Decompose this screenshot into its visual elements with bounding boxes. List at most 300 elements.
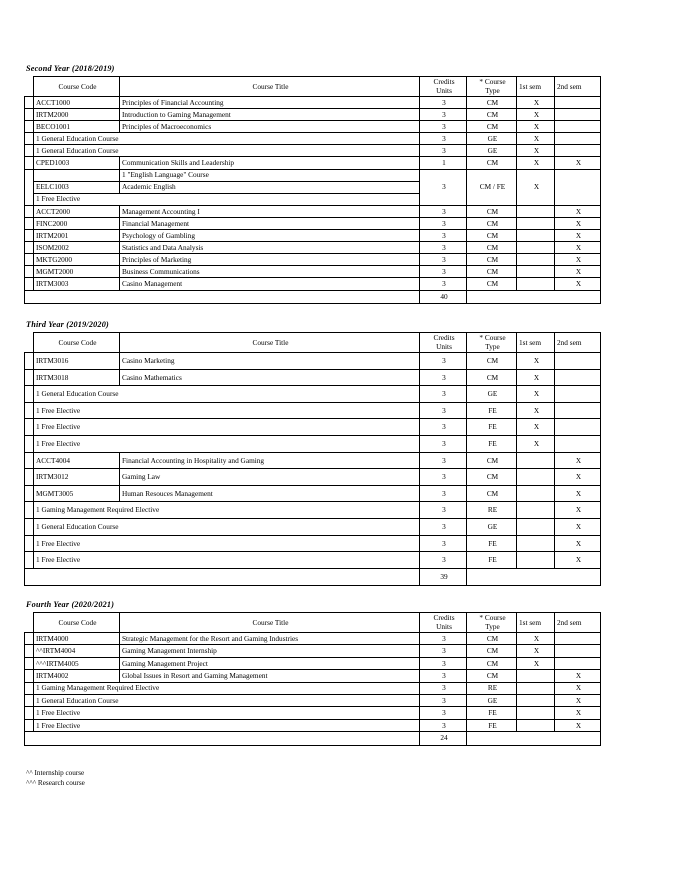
table-row xyxy=(25,97,601,109)
total-spacer xyxy=(25,290,420,303)
course-title-cell: Principles of Macroeconomics xyxy=(120,121,420,133)
row-marker-cell xyxy=(25,670,34,682)
first-semester-cell: X xyxy=(517,133,555,145)
row-marker-cell xyxy=(25,657,34,669)
row-marker-cell xyxy=(25,121,34,133)
second-semester-cell: X xyxy=(555,682,601,694)
course-type-cell: GE xyxy=(467,694,517,706)
course-title-cell: Casino Marketing xyxy=(120,353,420,370)
table-header-row xyxy=(25,333,601,353)
second-semester-cell: X xyxy=(555,469,601,486)
row-marker-cell xyxy=(25,230,34,242)
course-type-cell: RE xyxy=(467,502,517,519)
second-semester-cell xyxy=(555,657,601,669)
course-type-cell: CM xyxy=(467,645,517,657)
second-semester-cell xyxy=(555,109,601,121)
course-code-cell: ACCT1000 xyxy=(34,97,120,109)
table-row xyxy=(25,552,601,569)
second-semester-cell xyxy=(555,145,601,157)
second-semester-cell xyxy=(555,645,601,657)
course-title-cell: 1 Gaming Management Required Elective xyxy=(34,502,420,519)
table-row xyxy=(25,205,601,217)
second-semester-cell: X xyxy=(555,707,601,719)
year-section xyxy=(24,320,596,586)
course-type-cell: CM xyxy=(467,266,517,278)
second-semester-cell xyxy=(555,97,601,109)
row-marker-cell xyxy=(25,97,34,109)
credits-units-cell: 3 xyxy=(420,242,467,254)
table-row xyxy=(25,518,601,535)
credits-units-cell: 3 xyxy=(420,502,467,519)
first-semester-cell xyxy=(517,205,555,217)
total-spacer xyxy=(25,568,420,586)
course-table xyxy=(24,76,601,304)
first-semester-cell: X xyxy=(517,402,555,419)
course-title-cell: 1 General Education Course xyxy=(34,518,420,535)
total-spacer-right xyxy=(467,732,601,745)
second-semester-cell: X xyxy=(555,518,601,535)
credits-units-cell: 3 xyxy=(420,97,467,109)
second-semester-cell: X xyxy=(555,230,601,242)
row-marker-cell xyxy=(25,205,34,217)
first-semester-cell: X xyxy=(517,645,555,657)
course-code-cell: CPED1003 xyxy=(34,157,120,169)
header-type-line2: Type xyxy=(485,85,500,95)
course-code-cell: BECO1001 xyxy=(34,121,120,133)
course-code-cell: IRTM3012 xyxy=(34,469,120,486)
table-header-row xyxy=(25,613,601,633)
credits-units-cell: 3 xyxy=(420,266,467,278)
credits-units-cell: 3 xyxy=(420,469,467,486)
header-type-line1: * Course xyxy=(479,76,506,86)
row-marker-cell xyxy=(25,535,34,552)
header-course-title xyxy=(120,77,420,97)
row-marker-cell xyxy=(25,435,34,452)
footnote: ^^^ Research course xyxy=(26,779,85,788)
first-semester-cell xyxy=(517,719,555,731)
course-type-cell: FE xyxy=(467,707,517,719)
table-row xyxy=(25,278,601,290)
row-marker-cell xyxy=(25,157,34,169)
first-semester-cell xyxy=(517,452,555,469)
total-row xyxy=(25,568,601,586)
course-code-cell: FINC2000 xyxy=(34,217,120,229)
first-semester-cell: X xyxy=(517,633,555,645)
credits-units-cell: 3 xyxy=(420,682,467,694)
second-semester-cell: X xyxy=(555,266,601,278)
header-credits-units xyxy=(420,77,467,97)
table-row xyxy=(25,657,601,669)
header-sem1-label: 1st sem xyxy=(519,337,542,347)
header-first-semester xyxy=(517,77,555,97)
table-row xyxy=(25,217,601,229)
second-semester-cell: X xyxy=(555,205,601,217)
course-title-cell: 1 General Education Course xyxy=(34,145,420,157)
credits-units-cell: 3 xyxy=(420,369,467,386)
course-title-cell: Academic English xyxy=(120,181,420,193)
course-type-cell: CM xyxy=(467,369,517,386)
header-course-title xyxy=(120,333,420,353)
header-credits-units xyxy=(420,333,467,353)
credits-units-cell: 3 xyxy=(420,133,467,145)
course-title-cell: 1 Free Elective xyxy=(34,719,420,731)
second-semester-cell: X xyxy=(555,535,601,552)
course-code-cell: ISOM2002 xyxy=(34,242,120,254)
header-type-line2: Type xyxy=(485,621,500,631)
first-semester-cell xyxy=(517,502,555,519)
table-row xyxy=(25,469,601,486)
table-row xyxy=(25,369,601,386)
header-marker-cell xyxy=(25,613,34,633)
table-row xyxy=(25,694,601,706)
course-title-cell: 1 General Education Course xyxy=(34,386,420,403)
first-semester-cell: X xyxy=(517,369,555,386)
course-type-cell: FE xyxy=(467,552,517,569)
row-marker-cell xyxy=(25,242,34,254)
row-marker-cell xyxy=(25,518,34,535)
course-code-cell: IRTM3018 xyxy=(34,369,120,386)
row-marker-cell xyxy=(25,485,34,502)
first-semester-cell xyxy=(517,485,555,502)
credits-units-cell: 3 xyxy=(420,694,467,706)
course-code-cell: IRTM3016 xyxy=(34,353,120,370)
credits-units-cell: 3 xyxy=(420,254,467,266)
table-row xyxy=(25,485,601,502)
credits-units-cell: 3 xyxy=(420,670,467,682)
row-marker-cell xyxy=(25,145,34,157)
table-row xyxy=(25,419,601,436)
header-course-code-label: Course Code xyxy=(58,337,97,347)
course-title-cell: Human Resouces Management xyxy=(120,485,420,502)
credits-units-cell: 3 xyxy=(420,707,467,719)
header-type-line2: Type xyxy=(485,341,500,351)
first-semester-cell xyxy=(517,535,555,552)
course-type-cell: FE xyxy=(467,719,517,731)
course-type-cell: GE xyxy=(467,386,517,403)
credits-units-cell: 3 xyxy=(420,485,467,502)
header-second-semester xyxy=(555,333,601,353)
course-title-cell: Principles of Marketing xyxy=(120,254,420,266)
credits-units-cell: 3 xyxy=(420,278,467,290)
course-type-cell: FE xyxy=(467,435,517,452)
second-semester-cell: X xyxy=(555,278,601,290)
header-first-semester xyxy=(517,333,555,353)
course-title-cell: 1 General Education Course xyxy=(34,133,420,145)
second-semester-cell: X xyxy=(555,502,601,519)
row-marker-cell xyxy=(25,133,34,145)
course-title-cell: 1 Free Elective xyxy=(34,435,420,452)
course-table xyxy=(24,612,601,746)
credits-units-cell: 3 xyxy=(420,205,467,217)
second-semester-cell xyxy=(555,435,601,452)
first-semester-cell: X xyxy=(517,145,555,157)
total-spacer-right xyxy=(467,568,601,586)
header-course-code xyxy=(34,613,120,633)
course-code-cell xyxy=(34,169,120,181)
row-marker-cell xyxy=(25,419,34,436)
course-code-cell: ^^^IRTM4005 xyxy=(34,657,120,669)
course-code-cell: MKTG2000 xyxy=(34,254,120,266)
header-marker-cell xyxy=(25,333,34,353)
row-marker-cell xyxy=(25,169,34,205)
second-semester-cell xyxy=(555,353,601,370)
table-row xyxy=(25,242,601,254)
second-semester-cell: X xyxy=(555,670,601,682)
course-title-cell: 1 "English Language" Course xyxy=(120,169,420,181)
course-type-cell: FE xyxy=(467,402,517,419)
total-row xyxy=(25,732,601,745)
section-title: Second Year (2018/2019) xyxy=(26,64,115,73)
table-row xyxy=(25,707,601,719)
header-credits-line1: Credits xyxy=(433,76,455,86)
first-semester-cell: X xyxy=(517,353,555,370)
second-semester-cell: X xyxy=(555,552,601,569)
first-semester-cell: X xyxy=(517,419,555,436)
first-semester-cell xyxy=(517,707,555,719)
table-row xyxy=(25,682,601,694)
credits-units-cell: 3 xyxy=(420,145,467,157)
course-code-cell: ACCT4004 xyxy=(34,452,120,469)
first-semester-cell xyxy=(517,518,555,535)
credits-units-cell: 3 xyxy=(420,552,467,569)
table-row xyxy=(25,402,601,419)
course-type-cell: CM xyxy=(467,242,517,254)
course-title-cell: Introduction to Gaming Management xyxy=(120,109,420,121)
header-course-title xyxy=(120,613,420,633)
first-semester-cell xyxy=(517,469,555,486)
credits-units-cell: 3 xyxy=(420,657,467,669)
row-marker-cell xyxy=(25,469,34,486)
course-title-cell: 1 Free Elective xyxy=(34,552,420,569)
table-row xyxy=(25,266,601,278)
row-marker-cell xyxy=(25,502,34,519)
course-title-cell: Financial Accounting in Hospitality and Gaming xyxy=(120,452,420,469)
second-semester-cell: X xyxy=(555,485,601,502)
credits-units-cell: 3 xyxy=(420,109,467,121)
table-row xyxy=(25,157,601,169)
course-code-cell: IRTM2000 xyxy=(34,109,120,121)
row-marker-cell xyxy=(25,682,34,694)
course-code-cell: EELC1003 xyxy=(34,181,120,193)
course-code-cell: IRTM4000 xyxy=(34,633,120,645)
course-title-cell: Communication Skills and Leadership xyxy=(120,157,420,169)
first-semester-cell: X xyxy=(517,169,555,205)
row-marker-cell xyxy=(25,552,34,569)
total-credits-cell: 40 xyxy=(420,290,467,303)
course-type-cell: CM xyxy=(467,278,517,290)
credits-units-cell: 3 xyxy=(420,386,467,403)
credits-units-cell: 3 xyxy=(420,419,467,436)
table-row xyxy=(25,502,601,519)
year-section xyxy=(24,600,596,746)
header-credits-line2: Units xyxy=(436,341,452,351)
second-semester-cell xyxy=(555,402,601,419)
course-type-cell: FE xyxy=(467,419,517,436)
first-semester-cell: X xyxy=(517,386,555,403)
course-type-cell: GE xyxy=(467,133,517,145)
table-row xyxy=(25,254,601,266)
course-type-cell: CM xyxy=(467,97,517,109)
course-code-cell: IRTM2001 xyxy=(34,230,120,242)
row-marker-cell xyxy=(25,694,34,706)
course-type-cell: CM xyxy=(467,485,517,502)
row-marker-cell xyxy=(25,278,34,290)
first-semester-cell: X xyxy=(517,657,555,669)
course-type-cell: FE xyxy=(467,535,517,552)
table-row xyxy=(25,645,601,657)
second-semester-cell: X xyxy=(555,719,601,731)
course-title-cell: 1 Free Elective xyxy=(34,419,420,436)
header-marker-cell xyxy=(25,77,34,97)
second-semester-cell: X xyxy=(555,694,601,706)
row-marker-cell xyxy=(25,402,34,419)
course-type-cell: CM xyxy=(467,469,517,486)
credits-units-cell: 3 xyxy=(420,402,467,419)
first-semester-cell xyxy=(517,230,555,242)
table-row xyxy=(25,353,601,370)
first-semester-cell xyxy=(517,682,555,694)
table-row xyxy=(25,633,601,645)
total-spacer xyxy=(25,732,420,745)
course-type-cell: CM xyxy=(467,657,517,669)
header-credits-line1: Credits xyxy=(433,332,455,342)
table-row xyxy=(25,109,601,121)
row-marker-cell xyxy=(25,109,34,121)
second-semester-cell xyxy=(555,121,601,133)
first-semester-cell xyxy=(517,552,555,569)
first-semester-cell xyxy=(517,217,555,229)
row-marker-cell xyxy=(25,217,34,229)
header-course-type xyxy=(467,613,517,633)
row-marker-cell xyxy=(25,369,34,386)
course-title-cell: Gaming Management Project xyxy=(120,657,420,669)
table-row xyxy=(25,121,601,133)
course-table xyxy=(24,332,601,586)
row-marker-cell xyxy=(25,707,34,719)
table-row xyxy=(25,452,601,469)
credits-units-cell: 3 xyxy=(420,645,467,657)
first-semester-cell xyxy=(517,242,555,254)
table-row xyxy=(25,435,601,452)
header-type-line1: * Course xyxy=(479,612,506,622)
footnote: ^^ Internship course xyxy=(26,769,85,777)
header-sem2-label: 2nd sem xyxy=(557,337,582,347)
table-header-row xyxy=(25,77,601,97)
year-section xyxy=(24,64,596,304)
course-type-cell: CM xyxy=(467,230,517,242)
first-semester-cell xyxy=(517,278,555,290)
course-type-cell: CM xyxy=(467,633,517,645)
table-row xyxy=(25,719,601,731)
second-semester-cell xyxy=(555,169,601,205)
table-row xyxy=(25,169,601,181)
first-semester-cell: X xyxy=(517,157,555,169)
course-type-cell: GE xyxy=(467,518,517,535)
second-semester-cell xyxy=(555,386,601,403)
header-course-code-label: Course Code xyxy=(58,617,97,627)
header-course-title-label: Course Title xyxy=(252,617,289,627)
course-title-cell: Financial Management xyxy=(120,217,420,229)
course-title-cell: 1 Free Elective xyxy=(34,402,420,419)
first-semester-cell xyxy=(517,266,555,278)
course-type-cell: CM xyxy=(467,109,517,121)
course-title-cell: Casino Management xyxy=(120,278,420,290)
total-credits-cell: 24 xyxy=(420,732,467,745)
course-title-cell: Casino Mathematics xyxy=(120,369,420,386)
row-marker-cell xyxy=(25,633,34,645)
credits-units-cell: 1 xyxy=(420,157,467,169)
course-type-cell: RE xyxy=(467,682,517,694)
total-spacer-right xyxy=(467,290,601,303)
row-marker-cell xyxy=(25,719,34,731)
total-row xyxy=(25,290,601,303)
row-marker-cell xyxy=(25,266,34,278)
first-semester-cell: X xyxy=(517,435,555,452)
header-credits-line2: Units xyxy=(436,621,452,631)
course-type-cell: CM xyxy=(467,254,517,266)
course-type-cell: CM xyxy=(467,217,517,229)
credits-units-cell: 3 xyxy=(420,452,467,469)
course-code-cell: IRTM3003 xyxy=(34,278,120,290)
course-code-cell: ^^IRTM4004 xyxy=(34,645,120,657)
table-row xyxy=(25,145,601,157)
second-semester-cell: X xyxy=(555,452,601,469)
header-sem1-label: 1st sem xyxy=(519,617,542,627)
course-code-cell: MGMT3005 xyxy=(34,485,120,502)
course-title-cell: Management Accounting I xyxy=(120,205,420,217)
second-semester-cell xyxy=(555,633,601,645)
course-title-cell: 1 Free Elective xyxy=(34,535,420,552)
credits-units-cell: 3 xyxy=(420,535,467,552)
row-marker-cell xyxy=(25,645,34,657)
total-credits-cell: 39 xyxy=(420,568,467,586)
course-title-cell: 1 Free Elective xyxy=(34,193,420,205)
section-title: Fourth Year (2020/2021) xyxy=(26,600,115,609)
course-title-cell: Strategic Management for the Resort and Gaming Industries xyxy=(120,633,420,645)
second-semester-cell xyxy=(555,369,601,386)
course-title-cell: Global Issues in Resort and Gaming Management xyxy=(120,670,420,682)
credits-units-cell: 3 xyxy=(420,353,467,370)
course-title-cell: 1 Free Elective xyxy=(34,707,420,719)
credits-units-cell: 3 xyxy=(420,230,467,242)
second-semester-cell: X xyxy=(555,254,601,266)
table-row xyxy=(25,230,601,242)
row-marker-cell xyxy=(25,254,34,266)
credits-units-cell: 3 xyxy=(420,719,467,731)
header-course-title-label: Course Title xyxy=(252,81,289,91)
section-title: Third Year (2019/2020) xyxy=(26,320,109,329)
course-type-cell: CM / FE xyxy=(467,169,517,205)
table-row xyxy=(25,386,601,403)
course-type-cell: CM xyxy=(467,670,517,682)
row-marker-cell xyxy=(25,353,34,370)
header-credits-line2: Units xyxy=(436,85,452,95)
header-course-code xyxy=(34,333,120,353)
second-semester-cell: X xyxy=(555,157,601,169)
credits-units-cell: 3 xyxy=(420,435,467,452)
header-first-semester xyxy=(517,613,555,633)
first-semester-cell: X xyxy=(517,121,555,133)
first-semester-cell: X xyxy=(517,109,555,121)
course-type-cell: CM xyxy=(467,205,517,217)
course-title-cell: Gaming Law xyxy=(120,469,420,486)
header-sem1-label: 1st sem xyxy=(519,81,542,91)
first-semester-cell xyxy=(517,694,555,706)
second-semester-cell: X xyxy=(555,242,601,254)
header-credits-line1: Credits xyxy=(433,612,455,622)
header-sem2-label: 2nd sem xyxy=(557,81,582,91)
course-type-cell: CM xyxy=(467,353,517,370)
